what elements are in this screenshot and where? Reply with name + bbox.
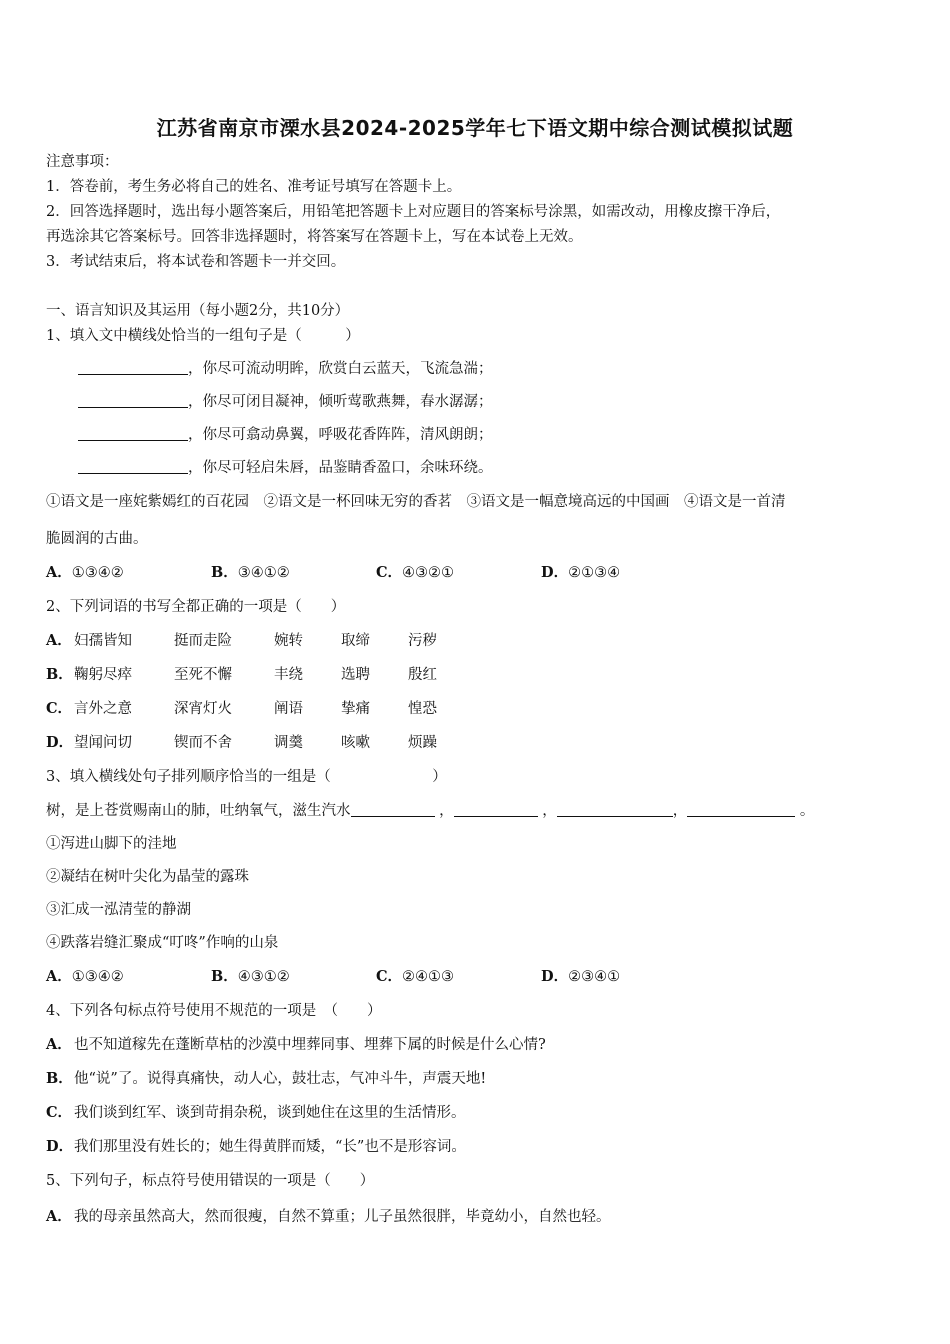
question-2-stem: 2、下列词语的书写全都正确的一项是（ ） xyxy=(46,599,346,615)
option-d[interactable]: D．②③④① xyxy=(541,968,621,985)
q3-item: ②凝结在树叶尖化为晶莹的露珠 xyxy=(46,869,249,885)
q3-item: ④跌落岩缝汇聚成“叮咚”作响的山泉 xyxy=(46,935,279,951)
q1-line-text: ，你尽可流动明眸，欣赏白云蓝天，飞流急湍； xyxy=(188,361,493,377)
q4-option-d[interactable]: D．我们那里没有姓长的；她生得黄胖而矮，“长”也不是形容词。 xyxy=(46,1138,466,1155)
answer-blank[interactable] xyxy=(78,426,188,441)
option-b[interactable]: B．④③①② xyxy=(211,968,290,985)
answer-blank[interactable] xyxy=(78,459,188,474)
q1-blank-line xyxy=(78,458,493,478)
page-title: 江苏省南京市溧水县2024-2025学年七下语文期中综合测试模拟试题 xyxy=(156,116,794,140)
note-item: 2．回答选择题时，选出每小题答案后，用铅笔把答题卡上对应题目的答案标号涂黑，如需改动，用橡皮擦干净后， xyxy=(46,204,781,220)
option-a[interactable]: A．①③④② xyxy=(46,968,124,985)
section-heading: 一、语言知识及其运用（每小题2分，共10分） xyxy=(46,303,350,319)
notes-heading: 注意事项： xyxy=(46,154,119,170)
question-4-stem: 4、下列各句标点符号使用不规范的一项是 （ ） xyxy=(46,1003,382,1019)
option-c[interactable]: C．②④①③ xyxy=(376,968,455,985)
q1-blank-line xyxy=(78,392,493,412)
question-3-stem: 3、填入横线处句子排列顺序恰当的一组是（ ） xyxy=(46,769,447,785)
q1-line-text: ，你尽可闭目凝神，倾听莺歌燕舞，春水潺潺； xyxy=(188,394,493,410)
q1-blank-line xyxy=(78,359,493,379)
option-b[interactable]: B．③④①② xyxy=(211,564,290,581)
q3-item: ①泻进山脚下的洼地 xyxy=(46,836,177,852)
q3-item: ③汇成一泓清莹的静湖 xyxy=(46,902,191,918)
option-d[interactable]: D．②①③④ xyxy=(541,564,621,581)
answer-blank[interactable] xyxy=(687,802,795,817)
q1-line-text: ，你尽可翕动鼻翼，呼吸花香阵阵，清风朗朗； xyxy=(188,427,493,443)
q3-options xyxy=(46,967,620,987)
q1-choices-cont: 脆圆润的古曲。 xyxy=(46,531,148,547)
q1-options xyxy=(46,563,620,583)
q1-blank-line xyxy=(78,425,493,445)
q2-option-a[interactable]: A． 妇孺皆知 挺而走险 婉转 取缔 污秽 xyxy=(46,632,437,649)
note-item: 再选涂其它答案标号。回答非选择题时，将答案写在答题卡上，写在本试卷上无效。 xyxy=(46,229,583,245)
q1-line-text: ，你尽可轻启朱唇，品鉴睛香盈口，余味环绕。 xyxy=(188,460,493,476)
answer-blank[interactable] xyxy=(78,393,188,408)
q4-option-a[interactable]: A． 也不知道稼先在蓬断草枯的沙漠中埋葬同事、埋葬下属的时候是什么心情? xyxy=(46,1036,546,1053)
q1-choices: ①语文是一座姹紫嫣红的百花园 ②语文是一杯回味无穷的香茗 ③语文是一幅意境高远的中国画 ④语文是一首清 xyxy=(46,494,786,510)
q4-option-c[interactable]: C． 我们谈到红军、谈到苛捐杂税，谈到她住在这里的生活情形。 xyxy=(46,1104,466,1121)
q2-option-c[interactable]: C． 言外之意 深宵灯火 阐语 挚痛 惶恐 xyxy=(46,700,437,717)
note-item: 1．答卷前，考生务必将自己的姓名、准考证号填写在答题卡上。 xyxy=(46,179,462,195)
q4-option-b[interactable]: B．他“说”了。说得真痛快，动人心，鼓壮志，气冲斗牛，声震天地! xyxy=(46,1070,487,1087)
answer-blank[interactable] xyxy=(454,802,538,817)
option-a[interactable]: A．①③④② xyxy=(46,564,124,581)
q3-sentence: 树，是上苍赏赐南山的肺，吐纳氧气，滋生汽水 ， ， ， 。 xyxy=(46,803,815,819)
q5-option-a[interactable]: A． 我的母亲虽然高大，然而很瘦，自然不算重；儿子虽然很胖，毕竟幼小，自然也轻。 xyxy=(46,1208,611,1225)
q2-option-d[interactable]: D．望闻问切 锲而不舍 调羹 咳嗽 烦躁 xyxy=(46,734,437,751)
answer-blank[interactable] xyxy=(351,802,435,817)
question-1-stem: 1、填入文中横线处恰当的一组句子是（ ） xyxy=(46,328,360,344)
option-c[interactable]: C．④③②① xyxy=(376,564,455,581)
answer-blank[interactable] xyxy=(78,360,188,375)
q2-option-b[interactable]: B．鞠躬尽瘁 至死不懈 丰绕 选聘 殷红 xyxy=(46,666,437,683)
question-5-stem: 5、下列句子，标点符号使用错误的一项是（ ） xyxy=(46,1173,375,1189)
note-item: 3．考试结束后，将本试卷和答题卡一并交回。 xyxy=(46,254,346,270)
answer-blank[interactable] xyxy=(557,802,673,817)
